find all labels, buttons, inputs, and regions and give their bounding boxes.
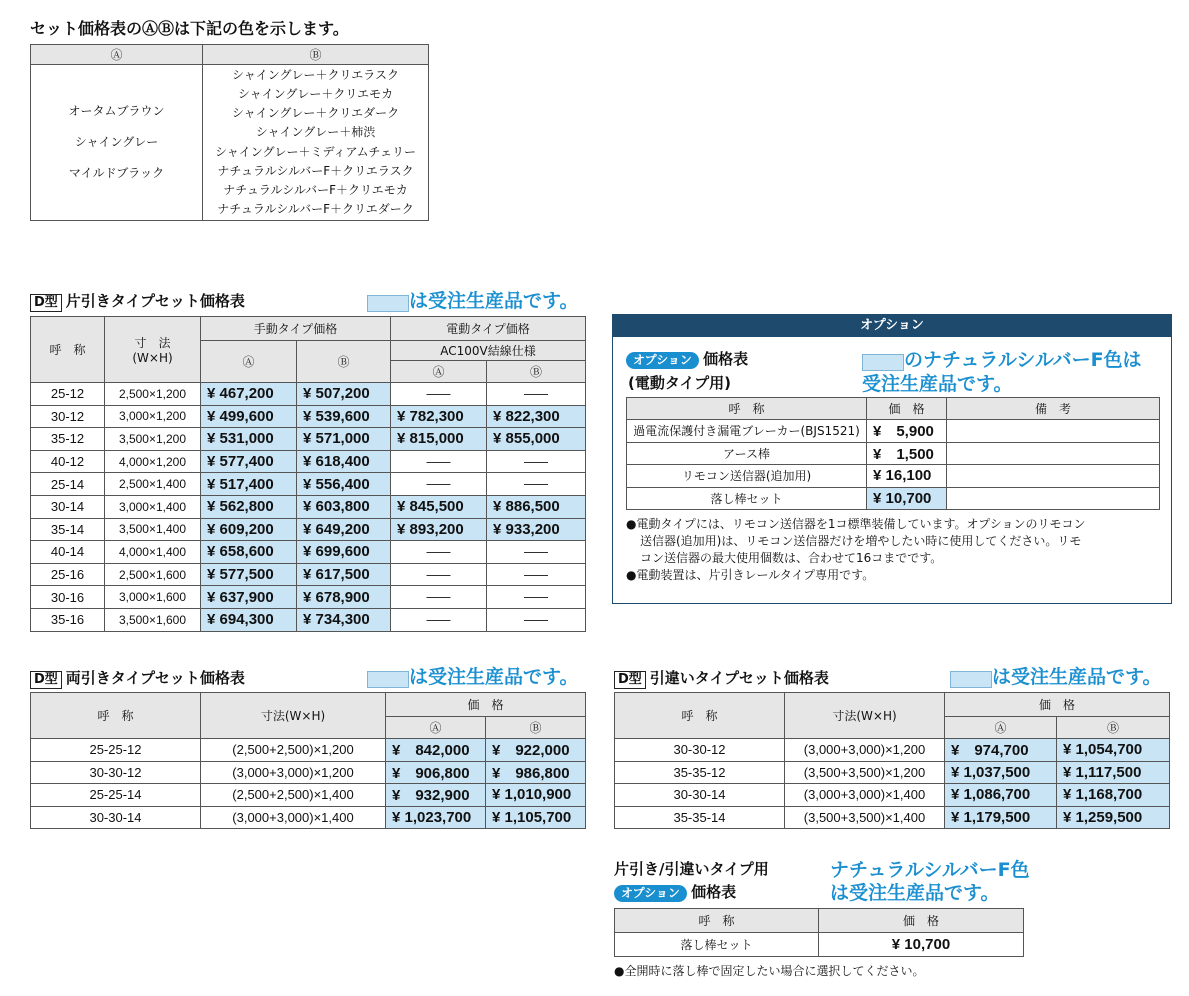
row-name: 30-12 xyxy=(31,405,105,428)
manual-price-a: ¥ 499,600 xyxy=(201,405,297,428)
option2-note-2: は受注生産品です。 xyxy=(830,882,1000,904)
table-row xyxy=(31,450,586,473)
option-row-remark xyxy=(947,420,1160,443)
table-row xyxy=(615,806,1170,829)
table-row xyxy=(615,784,1170,807)
row-size: (3,000+3,000)×1,400 xyxy=(785,784,945,807)
table-row xyxy=(31,761,586,784)
option-title-1: 価格表 xyxy=(703,350,749,368)
option-row-name: 過電流保護付き漏電ブレーカー(BJS1521) xyxy=(627,420,867,443)
hikichigai-head-size: 寸法(W×H) xyxy=(785,693,945,739)
row-size: 3,000×1,600 xyxy=(105,586,201,609)
color-head-a: Ⓐ xyxy=(31,45,203,65)
electric-price-a: ―― xyxy=(391,586,487,609)
hikichigai-head-name: 呼 称 xyxy=(615,693,785,739)
row-size: 3,500×1,400 xyxy=(105,518,201,541)
option-head-remark: 備 考 xyxy=(947,398,1160,420)
hikichigai-table xyxy=(614,692,1170,829)
option-title-2: (電動タイプ用) xyxy=(628,374,731,392)
ryobiki-head-b: Ⓑ xyxy=(486,717,586,739)
hikichigai-heading xyxy=(614,667,829,689)
option-row-remark xyxy=(947,465,1160,488)
price-b: ¥ 1,259,500 xyxy=(1057,806,1170,829)
table-row xyxy=(31,473,586,496)
electric-price-a: ¥ 893,200 xyxy=(391,518,487,541)
ryobiki-head-name: 呼 称 xyxy=(31,693,201,739)
electric-price-b: ―― xyxy=(487,608,586,631)
price-b: ¥ 1,010,900 xyxy=(486,784,586,807)
katabiki-head-elec-b: Ⓑ xyxy=(487,361,586,383)
table-row xyxy=(31,428,586,451)
electric-price-a: ―― xyxy=(391,541,487,564)
table-row xyxy=(31,495,586,518)
manual-price-a: ¥ 467,200 xyxy=(201,383,297,406)
table-row xyxy=(627,465,1160,488)
row-size: 3,500×1,200 xyxy=(105,428,201,451)
price-b: ¥ 1,168,700 xyxy=(1057,784,1170,807)
row-size: (3,500+3,500)×1,200 xyxy=(785,761,945,784)
table-row xyxy=(627,442,1160,465)
price-b: ¥ 986,800 xyxy=(486,761,586,784)
option-title xyxy=(626,348,748,369)
katabiki-head-ac: AC100V結線仕様 xyxy=(391,341,586,361)
electric-price-b: ¥ 933,200 xyxy=(487,518,586,541)
row-size: (3,000+3,000)×1,400 xyxy=(201,806,386,829)
table-row xyxy=(31,563,586,586)
row-size: 2,500×1,400 xyxy=(105,473,201,496)
manual-price-b: ¥ 571,000 xyxy=(297,428,391,451)
legend-swatch xyxy=(367,295,409,312)
option-row-remark xyxy=(947,442,1160,465)
hikichigai-legend: は受注生産品です。 xyxy=(950,662,1161,689)
table-row xyxy=(615,761,1170,784)
row-size: 3,000×1,200 xyxy=(105,405,201,428)
option-box-header: オプション xyxy=(613,315,1171,337)
manual-price-b: ¥ 618,400 xyxy=(297,450,391,473)
row-name: 30-30-14 xyxy=(31,806,201,829)
ryobiki-head-a: Ⓐ xyxy=(386,717,486,739)
electric-price-a: ―― xyxy=(391,450,487,473)
electric-price-b: ―― xyxy=(487,541,586,564)
electric-price-b: ¥ 886,500 xyxy=(487,495,586,518)
table-row xyxy=(31,739,586,762)
row-size: 4,000×1,400 xyxy=(105,541,201,564)
option2-footnote: ●全開時に落し棒で固定したい場合に選択してください。 xyxy=(614,964,925,978)
electric-price-a: ¥ 815,000 xyxy=(391,428,487,451)
color-head-b: Ⓑ xyxy=(203,45,429,65)
row-name: 25-12 xyxy=(31,383,105,406)
ryobiki-table xyxy=(30,692,586,829)
color-table-title: セット価格表のⒶⒷは下記の色を示します。 xyxy=(30,19,349,38)
option-head-price: 価 格 xyxy=(867,398,947,420)
row-name: 30-14 xyxy=(31,495,105,518)
option-row-name: リモコン送信器(追加用) xyxy=(627,465,867,488)
electric-price-a: ¥ 845,500 xyxy=(391,495,487,518)
table-row xyxy=(31,383,586,406)
price-a: ¥ 1,023,700 xyxy=(386,806,486,829)
ryobiki-head-price: 価 格 xyxy=(386,693,586,717)
row-name: 30-30-12 xyxy=(615,739,785,762)
row-name: 30-30-12 xyxy=(31,761,201,784)
price-b: ¥ 1,054,700 xyxy=(1057,739,1170,762)
electric-price-b: ―― xyxy=(487,586,586,609)
manual-price-a: ¥ 637,900 xyxy=(201,586,297,609)
row-size: 2,500×1,200 xyxy=(105,383,201,406)
option-table xyxy=(626,397,1160,510)
row-name: 35-12 xyxy=(31,428,105,451)
row-size: 4,000×1,200 xyxy=(105,450,201,473)
row-size: (3,500+3,500)×1,400 xyxy=(785,806,945,829)
row-name: 25-16 xyxy=(31,563,105,586)
color-col-a: オータムブラウン シャイングレー マイルドブラック xyxy=(31,65,203,221)
table-row xyxy=(31,806,586,829)
katabiki-head-electric: 電動タイプ価格 xyxy=(391,317,586,341)
table-row xyxy=(31,518,586,541)
row-name: 25-25-14 xyxy=(31,784,201,807)
electric-price-b: ¥ 822,300 xyxy=(487,405,586,428)
electric-price-a: ―― xyxy=(391,608,487,631)
manual-price-a: ¥ 658,600 xyxy=(201,541,297,564)
option2-pill: オプション xyxy=(614,885,687,902)
row-size: 3,000×1,400 xyxy=(105,495,201,518)
katabiki-table xyxy=(30,316,586,632)
electric-price-a: ¥ 782,300 xyxy=(391,405,487,428)
legend-note: は受注生産品です。 xyxy=(409,290,579,312)
katabiki-legend xyxy=(367,286,578,313)
table-row xyxy=(627,420,1160,443)
hikichigai-head-price: 価 格 xyxy=(945,693,1170,717)
manual-price-b: ¥ 617,500 xyxy=(297,563,391,586)
katabiki-head-manual-b: Ⓑ xyxy=(297,341,391,383)
legend-swatch xyxy=(367,671,409,688)
option-note-2: 受注生産品です。 xyxy=(862,373,1013,395)
row-size: (3,000+3,000)×1,200 xyxy=(785,739,945,762)
row-name: 35-14 xyxy=(31,518,105,541)
price-a: ¥ 906,800 xyxy=(386,761,486,784)
katabiki-head-manual: 手動タイプ価格 xyxy=(201,317,391,341)
dtype-tag: D型 xyxy=(614,671,646,689)
table-row xyxy=(615,739,1170,762)
price-a: ¥ 1,086,700 xyxy=(945,784,1057,807)
manual-price-b: ¥ 734,300 xyxy=(297,608,391,631)
option-row-remark xyxy=(947,487,1160,510)
ryobiki-legend: は受注生産品です。 xyxy=(367,662,578,689)
hikichigai-head-b: Ⓑ xyxy=(1057,717,1170,739)
manual-price-b: ¥ 603,800 xyxy=(297,495,391,518)
manual-price-a: ¥ 609,200 xyxy=(201,518,297,541)
color-col-b: シャイングレー＋クリエラスク シャイングレー＋クリエモカ シャイングレー＋クリエダーク シャイングレー＋柿渋 シャイングレー＋ミディアムチェリー ナチュラルシルバーF＋クリエラスク ナチュラルシルバーF＋クリエモカ ナチュラルシルバーF＋クリエダーク xyxy=(203,65,429,221)
row-size: 2,500×1,600 xyxy=(105,563,201,586)
option2-row-price: ¥ 10,700 xyxy=(819,933,1024,957)
option-row-price: ¥ 16,100 xyxy=(867,465,947,488)
katabiki-head-size: 寸 法 (W×H) xyxy=(105,317,201,383)
row-name: 30-30-14 xyxy=(615,784,785,807)
manual-price-b: ¥ 507,200 xyxy=(297,383,391,406)
price-a: ¥ 974,700 xyxy=(945,739,1057,762)
row-name: 25-25-12 xyxy=(31,739,201,762)
option2-head-name: 呼 称 xyxy=(615,909,819,933)
option-row-name: アース棒 xyxy=(627,442,867,465)
row-name: 25-14 xyxy=(31,473,105,496)
table-row xyxy=(31,541,586,564)
manual-price-b: ¥ 539,600 xyxy=(297,405,391,428)
price-a: ¥ 842,000 xyxy=(386,739,486,762)
color-table xyxy=(30,44,429,221)
option-pill: オプション xyxy=(626,352,699,369)
table-row xyxy=(31,405,586,428)
manual-price-b: ¥ 556,400 xyxy=(297,473,391,496)
katabiki-title: 片引きタイプセット価格表 xyxy=(65,292,245,310)
manual-price-b: ¥ 649,200 xyxy=(297,518,391,541)
electric-price-b: ―― xyxy=(487,450,586,473)
price-b: ¥ 1,105,700 xyxy=(486,806,586,829)
option2-head-price: 価 格 xyxy=(819,909,1024,933)
katabiki-head-elec-a: Ⓐ xyxy=(391,361,487,383)
price-a: ¥ 1,179,500 xyxy=(945,806,1057,829)
electric-price-b: ―― xyxy=(487,383,586,406)
manual-price-b: ¥ 699,600 xyxy=(297,541,391,564)
table-row xyxy=(31,586,586,609)
option-note: のナチュラルシルバーF色は xyxy=(862,345,1142,372)
dtype-tag: D型 xyxy=(30,294,62,312)
row-name: 35-35-12 xyxy=(615,761,785,784)
manual-price-a: ¥ 577,400 xyxy=(201,450,297,473)
electric-price-b: ―― xyxy=(487,473,586,496)
option2-row-name: 落し棒セット xyxy=(615,933,819,957)
hikichigai-title: 引違いタイプセット価格表 xyxy=(649,669,829,687)
row-size: 3,500×1,600 xyxy=(105,608,201,631)
option-notes: ●電動タイプには、リモコン送信器を1コ標準装備しています。オプションのリモコン 送信器(追加用)は、リモコン送信器だけを増やしたい時に使用してください。リモ コン送信器の最大使用個数は、合わせて16コまでです。 ●電動装置は、片引きレールタイプ専用です。 xyxy=(626,517,1086,582)
manual-price-b: ¥ 678,900 xyxy=(297,586,391,609)
ryobiki-head-size: 寸法(W×H) xyxy=(201,693,386,739)
price-a: ¥ 1,037,500 xyxy=(945,761,1057,784)
option2-title-2: 価格表 xyxy=(691,883,737,901)
row-size: (2,500+2,500)×1,400 xyxy=(201,784,386,807)
price-a: ¥ 932,900 xyxy=(386,784,486,807)
row-name: 35-16 xyxy=(31,608,105,631)
dtype-tag: D型 xyxy=(30,671,62,689)
option2-title xyxy=(614,881,736,902)
option-row-price: ¥ 5,900 xyxy=(867,420,947,443)
row-name: 35-35-14 xyxy=(615,806,785,829)
electric-price-a: ―― xyxy=(391,383,487,406)
row-name: 40-12 xyxy=(31,450,105,473)
table-row xyxy=(31,608,586,631)
option2-title-1: 片引き/引違いタイプ用 xyxy=(614,860,769,878)
katabiki-heading xyxy=(30,290,245,312)
legend-swatch xyxy=(950,671,992,688)
row-name: 40-14 xyxy=(31,541,105,564)
electric-price-b: ―― xyxy=(487,563,586,586)
manual-price-a: ¥ 694,300 xyxy=(201,608,297,631)
option-row-price: ¥ 1,500 xyxy=(867,442,947,465)
row-size: (2,500+2,500)×1,200 xyxy=(201,739,386,762)
electric-price-a: ―― xyxy=(391,563,487,586)
manual-price-a: ¥ 562,800 xyxy=(201,495,297,518)
option2-table xyxy=(614,908,1024,957)
option2-note-1: ナチュラルシルバーF色 xyxy=(830,859,1030,881)
option-row-price: ¥ 10,700 xyxy=(867,487,947,510)
manual-price-a: ¥ 517,400 xyxy=(201,473,297,496)
hikichigai-head-a: Ⓐ xyxy=(945,717,1057,739)
option-head-name: 呼 称 xyxy=(627,398,867,420)
manual-price-a: ¥ 577,500 xyxy=(201,563,297,586)
manual-price-a: ¥ 531,000 xyxy=(201,428,297,451)
table-row xyxy=(31,784,586,807)
electric-price-a: ―― xyxy=(391,473,487,496)
ryobiki-heading xyxy=(30,667,245,689)
table-row xyxy=(627,487,1160,510)
row-name: 30-16 xyxy=(31,586,105,609)
row-size: (3,000+3,000)×1,200 xyxy=(201,761,386,784)
option-row-name: 落し棒セット xyxy=(627,487,867,510)
katabiki-head-name: 呼 称 xyxy=(31,317,105,383)
katabiki-head-manual-a: Ⓐ xyxy=(201,341,297,383)
electric-price-b: ¥ 855,000 xyxy=(487,428,586,451)
ryobiki-title: 両引きタイプセット価格表 xyxy=(65,669,245,687)
price-b: ¥ 1,117,500 xyxy=(1057,761,1170,784)
price-b: ¥ 922,000 xyxy=(486,739,586,762)
